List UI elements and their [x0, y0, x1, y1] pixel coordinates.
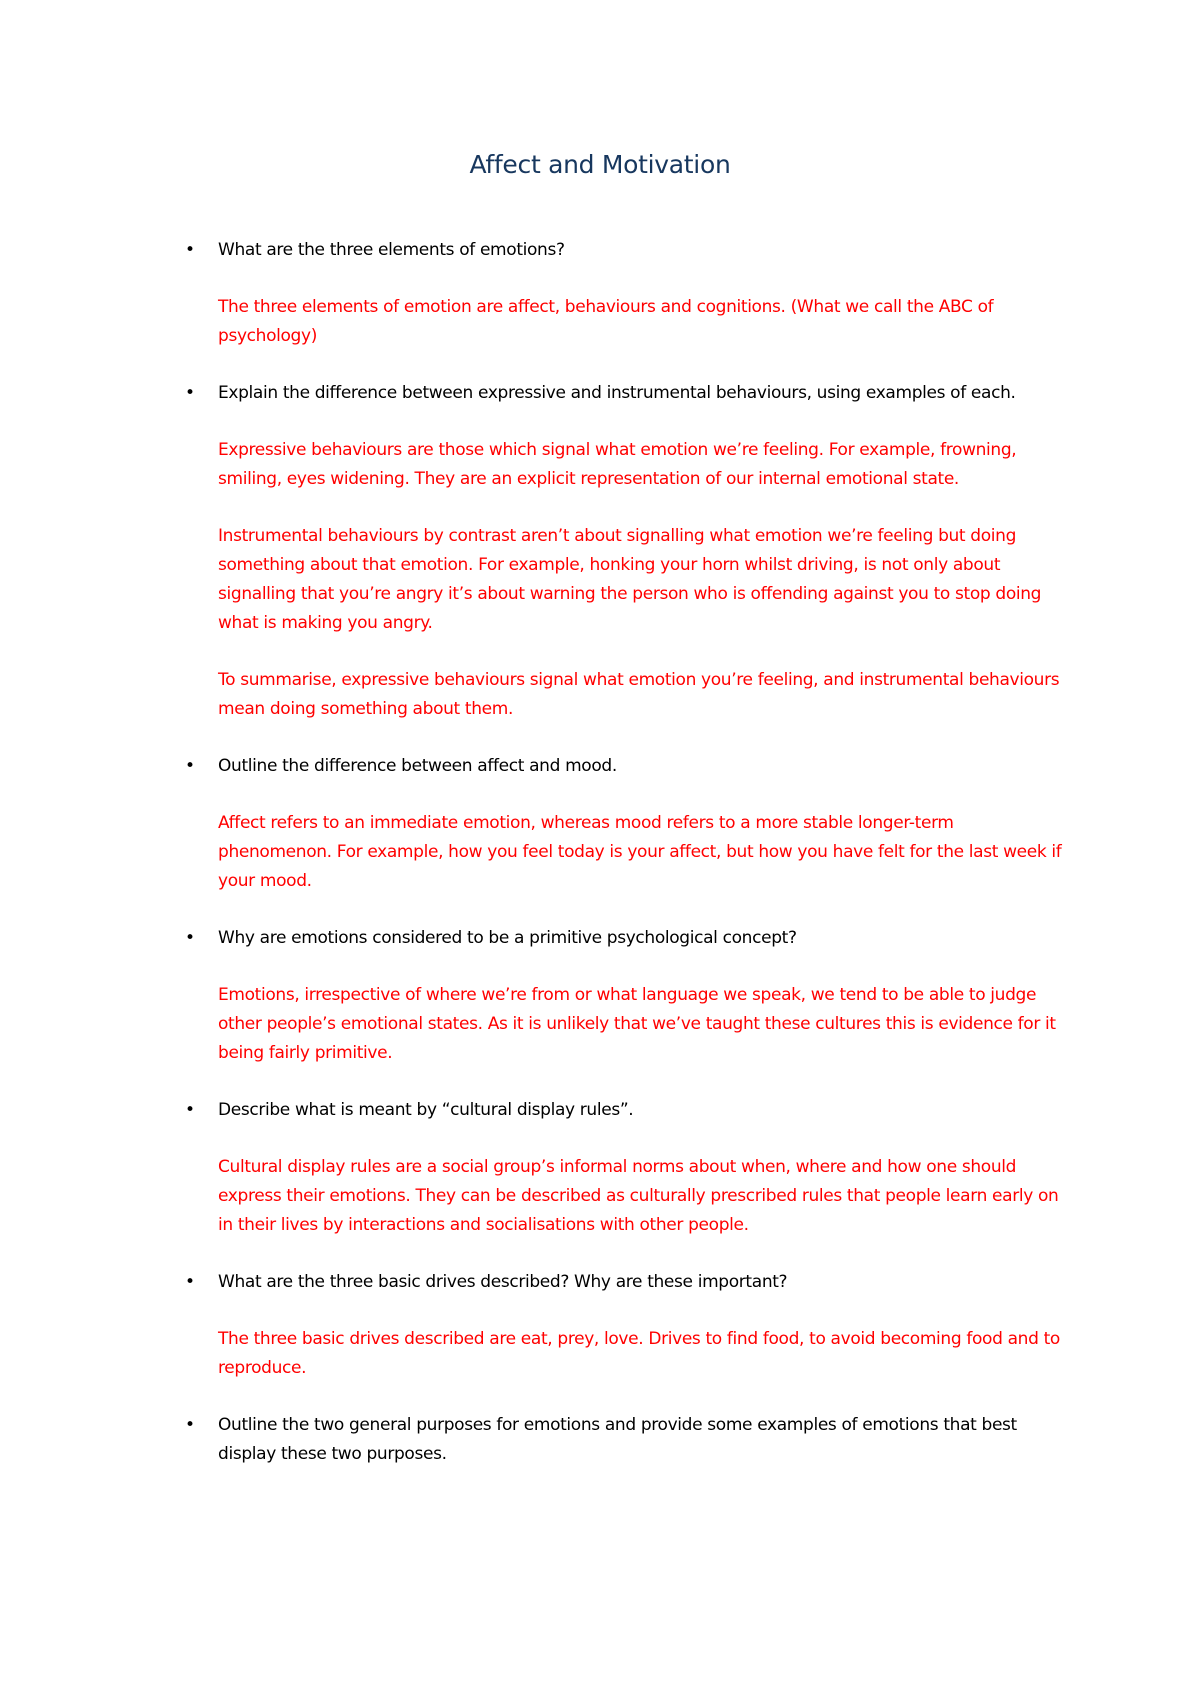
answer-text: Expressive behaviours are those which signal what emotion we’re feeling. For example, frowning, smiling, eyes widening. They are an explicit representation of our internal emotional state.	[218, 440, 1017, 489]
answer-text: Affect refers to an immediate emotion, whereas mood refers to a more stable longer-term phenomenon. For example, how you feel today is your affect, but how you have felt for the last week if your mood.	[218, 813, 1062, 891]
question-text: Describe what is meant by “cultural display rules”.	[218, 1100, 634, 1120]
question-text: Outline the difference between affect and mood.	[218, 756, 617, 776]
document-title: Affect and Motivation	[469, 150, 731, 179]
bullet-icon: •	[185, 1100, 195, 1120]
answer-text: Cultural display rules are a social group’s informal norms about when, where and how one should express their emotions. They can be described as culturally prescribed rules that people learn early on in their lives by interactions and socialisations with other people.	[218, 1157, 1059, 1235]
question-item	[185, 1268, 1068, 1297]
question-item	[185, 924, 1068, 953]
bullet-icon: •	[185, 383, 195, 403]
question-text: What are the three basic drives described? Why are these important?	[218, 1272, 788, 1292]
answer-text: Emotions, irrespective of where we’re from or what language we speak, we tend to be able to judge other people’s emotional states. As it is unlikely that we’ve taught these cultures this is evidence for it being fairly primitive.	[218, 985, 1056, 1063]
question-item	[185, 1096, 1068, 1125]
question-text: Why are emotions considered to be a primitive psychological concept?	[218, 928, 797, 948]
question-list	[185, 236, 1068, 1469]
question-item	[185, 752, 1068, 781]
bullet-icon: •	[185, 240, 195, 260]
question-text: What are the three elements of emotions?	[218, 240, 565, 260]
question-text: Explain the difference between expressive and instrumental behaviours, using examples of each.	[218, 383, 1016, 403]
bullet-icon: •	[185, 1415, 195, 1435]
bullet-icon: •	[185, 1272, 195, 1292]
question-item	[185, 1411, 1068, 1469]
question-item	[185, 379, 1068, 408]
question-text: Outline the two general purposes for emotions and provide some examples of emotions that best display these two purposes.	[218, 1415, 1017, 1464]
bullet-icon: •	[185, 928, 195, 948]
answer-text: The three basic drives described are eat, prey, love. Drives to find food, to avoid becoming food and to reproduce.	[218, 1329, 1060, 1378]
answer-text: To summarise, expressive behaviours signal what emotion you’re feeling, and instrumental behaviours mean doing something about them.	[218, 670, 1060, 719]
question-item	[185, 236, 1068, 265]
bullet-icon: •	[185, 756, 195, 776]
answer-text: The three elements of emotion are affect, behaviours and cognitions. (What we call the ABC of psychology)	[218, 297, 994, 346]
answer-text: Instrumental behaviours by contrast aren’t about signalling what emotion we’re feeling but doing something about that emotion. For example, honking your horn whilst driving, is not only about signalling that you’re angry it’s about warning the person who is offending against you to stop doing what is making you angry.	[218, 526, 1042, 633]
